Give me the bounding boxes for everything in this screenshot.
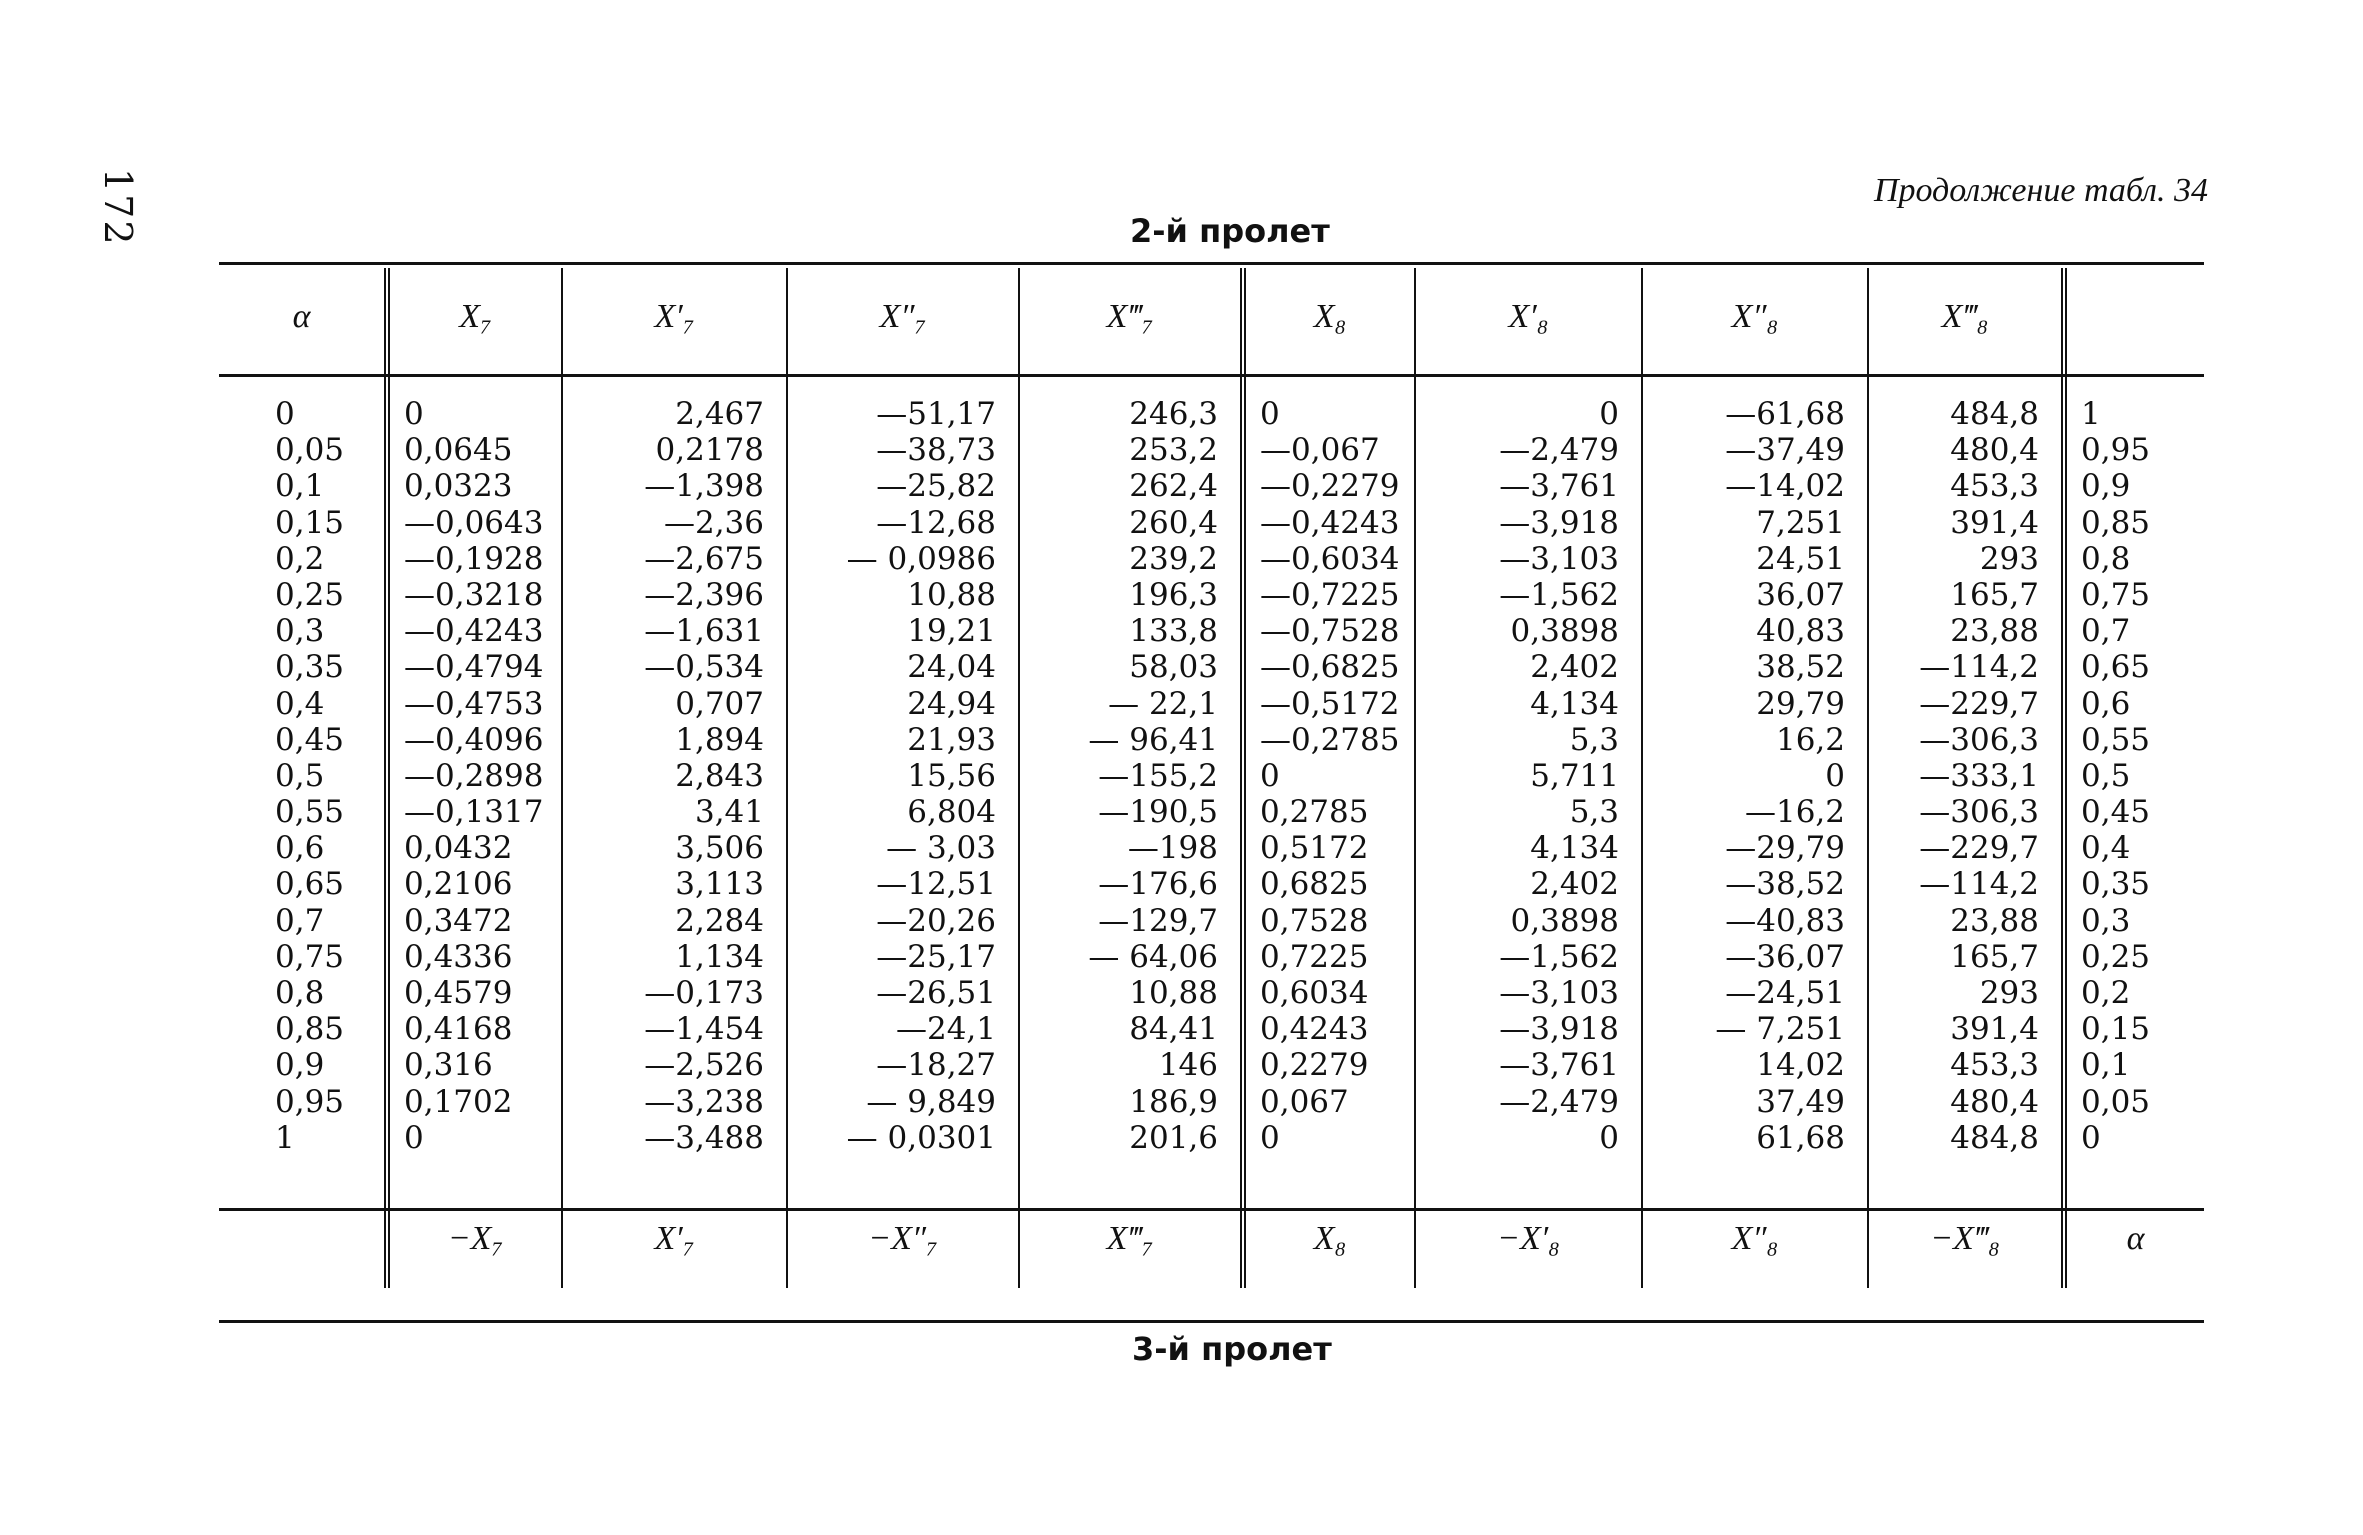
table-cell: 4,134	[1530, 830, 1619, 867]
table-cell: — 22,1	[1108, 685, 1218, 722]
table-cell: —37,49	[1725, 432, 1845, 469]
table-cell: —0,2279	[1260, 468, 1400, 505]
table-continuation-caption: Продолжение табл. 34	[1873, 172, 2208, 209]
table-cell: 0,6	[275, 830, 325, 867]
table-cell: 0,2	[2081, 975, 2131, 1011]
table-cell: 24,94	[907, 685, 996, 722]
table-cell: —29,79	[1725, 830, 1845, 867]
table-cell: 453,3	[1950, 468, 2039, 505]
table-cell: —0,2785	[1260, 721, 1400, 758]
page-number: 172	[96, 168, 140, 247]
table-cell: 2,467	[675, 396, 764, 432]
table-cell: —3,761	[1499, 1047, 1619, 1084]
table-cell: 0,1702	[404, 1083, 513, 1120]
footer-x7-triple-prime: X‴₇	[1019, 1190, 1243, 1288]
table-cell: —25,17	[876, 938, 996, 975]
table-cell: 0,0645	[404, 432, 513, 469]
table-cell: 0,7225	[1260, 938, 1369, 975]
table-cell: 6,804	[907, 794, 996, 831]
table-cell: 480,4	[1950, 1083, 2039, 1120]
table-cell: —26,51	[876, 975, 996, 1011]
table-cell: — 7,251	[1715, 1011, 1845, 1048]
table-cell: 0,4579	[404, 975, 513, 1011]
table-cell: —12,68	[876, 504, 996, 541]
footer-x8-double-prime: X″₈	[1642, 1190, 1868, 1288]
table-cell: —0,1317	[404, 794, 544, 831]
table-cell: 4,134	[1530, 685, 1619, 722]
column-x7-prime	[562, 378, 787, 1178]
table-cell: 23,88	[1950, 902, 2039, 939]
table-cell: —0,7528	[1260, 613, 1400, 650]
table-cell: 61,68	[1756, 1119, 1845, 1156]
table-cell: 0,6825	[1260, 866, 1369, 903]
table-cell: — 64,06	[1088, 938, 1218, 975]
table-cell: 0,2178	[655, 432, 764, 469]
table-cell: 0	[275, 396, 295, 432]
table-cell: —0,4243	[404, 613, 544, 650]
data-table	[219, 262, 2204, 1288]
table-cell: —0,4243	[1260, 504, 1400, 541]
table-cell: 0,2106	[404, 866, 513, 903]
footer-x7-prime: X′₇	[562, 1190, 787, 1288]
header-row	[219, 268, 2204, 366]
table-cell: 38,52	[1756, 649, 1845, 686]
table-cell: —3,238	[644, 1083, 764, 1120]
table-cell: 10,88	[1129, 975, 1218, 1011]
table-cell: —0,067	[1260, 432, 1380, 469]
table-cell: 40,83	[1756, 613, 1845, 650]
table-cell: 0,75	[2081, 576, 2151, 613]
column-x8-double-prime	[1642, 378, 1868, 1178]
table-cell: 24,51	[1756, 540, 1845, 577]
table-cell: 0,85	[275, 1011, 345, 1048]
header-x8-triple-prime: X‴₈	[1868, 268, 2064, 366]
table-cell: 15,56	[907, 757, 996, 794]
footer-x8-prime: −X′₈	[1415, 1190, 1642, 1288]
table-cell: 0	[1260, 396, 1280, 432]
table-cell: 2,843	[675, 757, 764, 794]
table-cell: 239,2	[1129, 540, 1218, 577]
table-cell: — 0,0301	[846, 1119, 996, 1156]
table-cell: 0,15	[2081, 1011, 2151, 1048]
table-cell: 0,55	[2081, 721, 2151, 758]
values-table	[219, 268, 2204, 1288]
table-cell: 0,7	[275, 902, 325, 939]
table-cell: —24,1	[895, 1011, 996, 1048]
table-cell: 0,4336	[404, 938, 513, 975]
table-cell: —0,3218	[404, 576, 544, 613]
table-cell: 0,4243	[1260, 1011, 1369, 1048]
table-cell: —0,6034	[1260, 540, 1400, 577]
table-cell: —14,02	[1725, 468, 1845, 505]
header-x8-prime: X′₈	[1415, 268, 1642, 366]
footer-alpha-right: α	[2064, 1190, 2204, 1288]
table-cell: 3,506	[675, 830, 764, 867]
table-cell: 0,3	[275, 613, 325, 650]
header-x7-prime: X′₇	[562, 268, 787, 366]
table-cell: 0	[1260, 757, 1280, 794]
table-cell: 186,9	[1129, 1083, 1218, 1120]
table-cell: —0,4794	[404, 649, 544, 686]
header-x7: X₇	[387, 268, 562, 366]
header-x8-double-prime: X″₈	[1642, 268, 1868, 366]
table-cell: 14,02	[1756, 1047, 1845, 1084]
table-cell: —12,51	[876, 866, 996, 903]
table-cell: 0,3898	[1510, 613, 1619, 650]
table-cell: —176,6	[1098, 866, 1218, 903]
footer-x7-double-prime: −X″₇	[787, 1190, 1019, 1288]
table-cell: 165,7	[1950, 938, 2039, 975]
table-cell: 84,41	[1129, 1011, 1218, 1048]
header-alpha: α	[292, 298, 311, 335]
table-cell: —16,2	[1744, 794, 1845, 831]
table-cell: 0,4	[275, 685, 325, 722]
table-cell: —2,479	[1499, 1083, 1619, 1120]
table-cell: 0,95	[275, 1083, 345, 1120]
table-cell: 0,3	[2081, 902, 2131, 939]
footer-x8: X₈	[1243, 1190, 1415, 1288]
table-cell: 5,711	[1530, 757, 1619, 794]
table-cell: 0,35	[2081, 866, 2151, 903]
table-cell: 0,85	[2081, 504, 2151, 541]
table-cell: 16,2	[1775, 721, 1845, 758]
table-cell: 0,0432	[404, 830, 513, 867]
table-cell: 0,9	[2081, 468, 2131, 505]
table-cell: 0,316	[404, 1047, 493, 1084]
table-cell: 201,6	[1129, 1119, 1218, 1156]
table-cell: 0,2	[275, 540, 325, 577]
table-cell: —198	[1127, 830, 1218, 867]
table-cell: 246,3	[1129, 396, 1218, 432]
table-cell: 0,2785	[1260, 794, 1369, 831]
table-cell: 0	[404, 1119, 424, 1156]
table-cell: —20,26	[876, 902, 996, 939]
table-cell: 0,7	[2081, 613, 2131, 650]
header-alpha-right	[2064, 268, 2204, 366]
table-cell: 0	[404, 396, 424, 432]
table-cell: 1,894	[675, 721, 764, 758]
header-x8: X₈	[1243, 268, 1415, 366]
table-cell: 10,88	[907, 576, 996, 613]
table-cell: 2,402	[1530, 649, 1619, 686]
table-cell: 0,35	[275, 649, 345, 686]
table-cell: — 96,41	[1088, 721, 1218, 758]
table-cell: 0,15	[275, 504, 345, 541]
table-cell: 29,79	[1756, 685, 1845, 722]
table-cell: —24,51	[1725, 975, 1845, 1011]
table-cell: 146	[1158, 1047, 1218, 1084]
column-x7-triple-prime	[1019, 378, 1243, 1178]
column-x7	[387, 378, 562, 1178]
table-cell: 480,4	[1950, 432, 2039, 469]
table-cell: 391,4	[1950, 1011, 2039, 1048]
header-rule	[219, 374, 2204, 377]
table-cell: —114,2	[1919, 649, 2039, 686]
table-cell: 253,2	[1129, 432, 1218, 469]
span-title-3: 3-й пролет	[1132, 1330, 1332, 1368]
table-cell: —1,631	[644, 613, 764, 650]
table-cell: — 3,03	[886, 830, 996, 867]
table-cell: —3,918	[1499, 504, 1619, 541]
table-cell: 453,3	[1950, 1047, 2039, 1084]
table-cell: —129,7	[1098, 902, 1218, 939]
table-cell: 37,49	[1756, 1083, 1845, 1120]
table-cell: 0,75	[275, 938, 345, 975]
table-cell: 0,65	[275, 866, 345, 903]
table-cell: —229,7	[1919, 685, 2039, 722]
span-title-2: 2-й пролет	[1130, 212, 1330, 250]
table-cell: —3,918	[1499, 1011, 1619, 1048]
table-cell: —333,1	[1919, 757, 2039, 794]
table-cell: 0,2279	[1260, 1047, 1369, 1084]
table-cell: — 9,849	[866, 1083, 996, 1120]
table-cell: 0	[1599, 1119, 1619, 1156]
table-cell: —155,2	[1098, 757, 1218, 794]
table-cell: 0,0323	[404, 468, 513, 505]
table-cell: —2,36	[663, 504, 764, 541]
table-cell: 0,65	[2081, 649, 2151, 686]
table-cell: 0,4168	[404, 1011, 513, 1048]
table-cell: 165,7	[1950, 576, 2039, 613]
table-cell: 0,45	[2081, 794, 2151, 831]
table-cell: —40,83	[1725, 902, 1845, 939]
table-cell: 262,4	[1129, 468, 1218, 505]
table-cell: 3,41	[694, 794, 764, 831]
footer-alpha	[219, 1190, 387, 1288]
table-cell: —0,5172	[1260, 685, 1400, 722]
table-cell: 5,3	[1569, 721, 1619, 758]
table-cell: —2,675	[644, 540, 764, 577]
table-cell: —2,526	[644, 1047, 764, 1084]
table-cell: —1,562	[1499, 938, 1619, 975]
table-cell: 0,5172	[1260, 830, 1369, 867]
table-cell: 0,25	[2081, 938, 2151, 975]
table-cell: 0,8	[275, 975, 325, 1011]
table-cell: 2,284	[675, 902, 764, 939]
body-bottom-rule	[219, 1208, 2204, 1211]
table-cell: 484,8	[1950, 396, 2039, 432]
table-cell: —306,3	[1919, 794, 2039, 831]
table-cell: —0,0643	[404, 504, 544, 541]
table-cell: 36,07	[1756, 576, 1845, 613]
table-cell: 0,55	[275, 794, 345, 831]
table-cell: 293	[1979, 540, 2039, 577]
table-cell: 0	[1260, 1119, 1280, 1156]
table-cell: —0,173	[644, 975, 764, 1011]
table-cell: 0,95	[2081, 432, 2151, 469]
table-cell: 0	[1599, 396, 1619, 432]
table-cell: 0,7528	[1260, 902, 1369, 939]
table-cell: —0,534	[644, 649, 764, 686]
table-cell: —18,27	[876, 1047, 996, 1084]
table-cell: —2,396	[644, 576, 764, 613]
table-cell: 0,067	[1260, 1083, 1349, 1120]
table-cell: 1	[275, 1119, 295, 1156]
table-cell: 1	[2081, 396, 2101, 432]
table-cell: —38,52	[1725, 866, 1845, 903]
table-cell: —0,7225	[1260, 576, 1400, 613]
table-cell: —3,761	[1499, 468, 1619, 505]
column-x8-triple-prime	[1868, 378, 2064, 1178]
table-cell: —61,68	[1725, 396, 1845, 432]
table-cell: —190,5	[1098, 794, 1218, 831]
table-cell: 133,8	[1129, 613, 1218, 650]
table-cell: 21,93	[907, 721, 996, 758]
body-row	[219, 378, 2204, 1178]
table-cell: 260,4	[1129, 504, 1218, 541]
table-cell: 0,3472	[404, 902, 513, 939]
header-x7-triple-prime: X‴₇	[1019, 268, 1243, 366]
table-cell: —3,103	[1499, 540, 1619, 577]
table-cell: —2,479	[1499, 432, 1619, 469]
table-cell: 0	[2081, 1119, 2101, 1156]
table-cell: 0,05	[2081, 1083, 2151, 1120]
table-cell: —1,398	[644, 468, 764, 505]
table-cell: 0,8	[2081, 540, 2131, 577]
table-cell: —0,6825	[1260, 649, 1400, 686]
table-cell: 0	[1825, 757, 1845, 794]
table-cell: 7,251	[1756, 504, 1845, 541]
table-cell: 0,05	[275, 432, 345, 469]
table-cell: —36,07	[1725, 938, 1845, 975]
table-cell: 196,3	[1129, 576, 1218, 613]
table-cell: —25,82	[876, 468, 996, 505]
table-cell: 0,1	[2081, 1047, 2131, 1084]
footer-x7: −X₇	[387, 1190, 562, 1288]
table-cell: 0,45	[275, 721, 345, 758]
table-cell: 293	[1979, 975, 2039, 1011]
column-x8-prime	[1415, 378, 1642, 1178]
table-cell: 0,1	[275, 468, 325, 505]
table-cell: 0,3898	[1510, 902, 1619, 939]
footer-row	[219, 1190, 2204, 1288]
table-cell: 0,5	[275, 757, 325, 794]
table-cell: 5,3	[1569, 794, 1619, 831]
column-x7-double-prime	[787, 378, 1019, 1178]
table-cell: — 0,0986	[846, 540, 996, 577]
table-cell: —3,488	[644, 1119, 764, 1156]
table-cell: —1,454	[644, 1011, 764, 1048]
table-cell: 58,03	[1129, 649, 1218, 686]
table-cell: 0,25	[275, 576, 345, 613]
table-cell: 0,707	[675, 685, 764, 722]
footer-x8-triple-prime: −X‴₈	[1868, 1190, 2064, 1288]
table-cell: 0,4	[2081, 830, 2131, 867]
table-cell: —38,73	[876, 432, 996, 469]
table-cell: 23,88	[1950, 613, 2039, 650]
table-cell: —51,17	[876, 396, 996, 432]
column-x8	[1243, 378, 1415, 1178]
table-cell: 24,04	[907, 649, 996, 686]
header-x7-double-prime: X″₇	[787, 268, 1019, 366]
table-cell: —0,4096	[404, 721, 544, 758]
table-cell: 2,402	[1530, 866, 1619, 903]
table-cell: —0,4753	[404, 685, 544, 722]
table-cell: 0,6	[2081, 685, 2131, 722]
column-alpha	[219, 378, 387, 1178]
table-cell: 391,4	[1950, 504, 2039, 541]
table-cell: 0,9	[275, 1047, 325, 1084]
table-cell: —1,562	[1499, 576, 1619, 613]
table-cell: —3,103	[1499, 975, 1619, 1011]
top-rule	[219, 262, 2204, 265]
bottom-rule	[219, 1320, 2204, 1323]
table-cell: 3,113	[675, 866, 764, 903]
table-cell: —0,2898	[404, 757, 544, 794]
table-cell: 484,8	[1950, 1119, 2039, 1156]
table-cell: 1,134	[675, 938, 764, 975]
column-alpha-right	[2064, 378, 2204, 1178]
table-cell: —0,1928	[404, 540, 544, 577]
table-cell: 19,21	[907, 613, 996, 650]
table-cell: —114,2	[1919, 866, 2039, 903]
table-cell: 0,6034	[1260, 975, 1369, 1011]
table-cell: —229,7	[1919, 830, 2039, 867]
table-cell: —306,3	[1919, 721, 2039, 758]
table-cell: 0,5	[2081, 757, 2131, 794]
